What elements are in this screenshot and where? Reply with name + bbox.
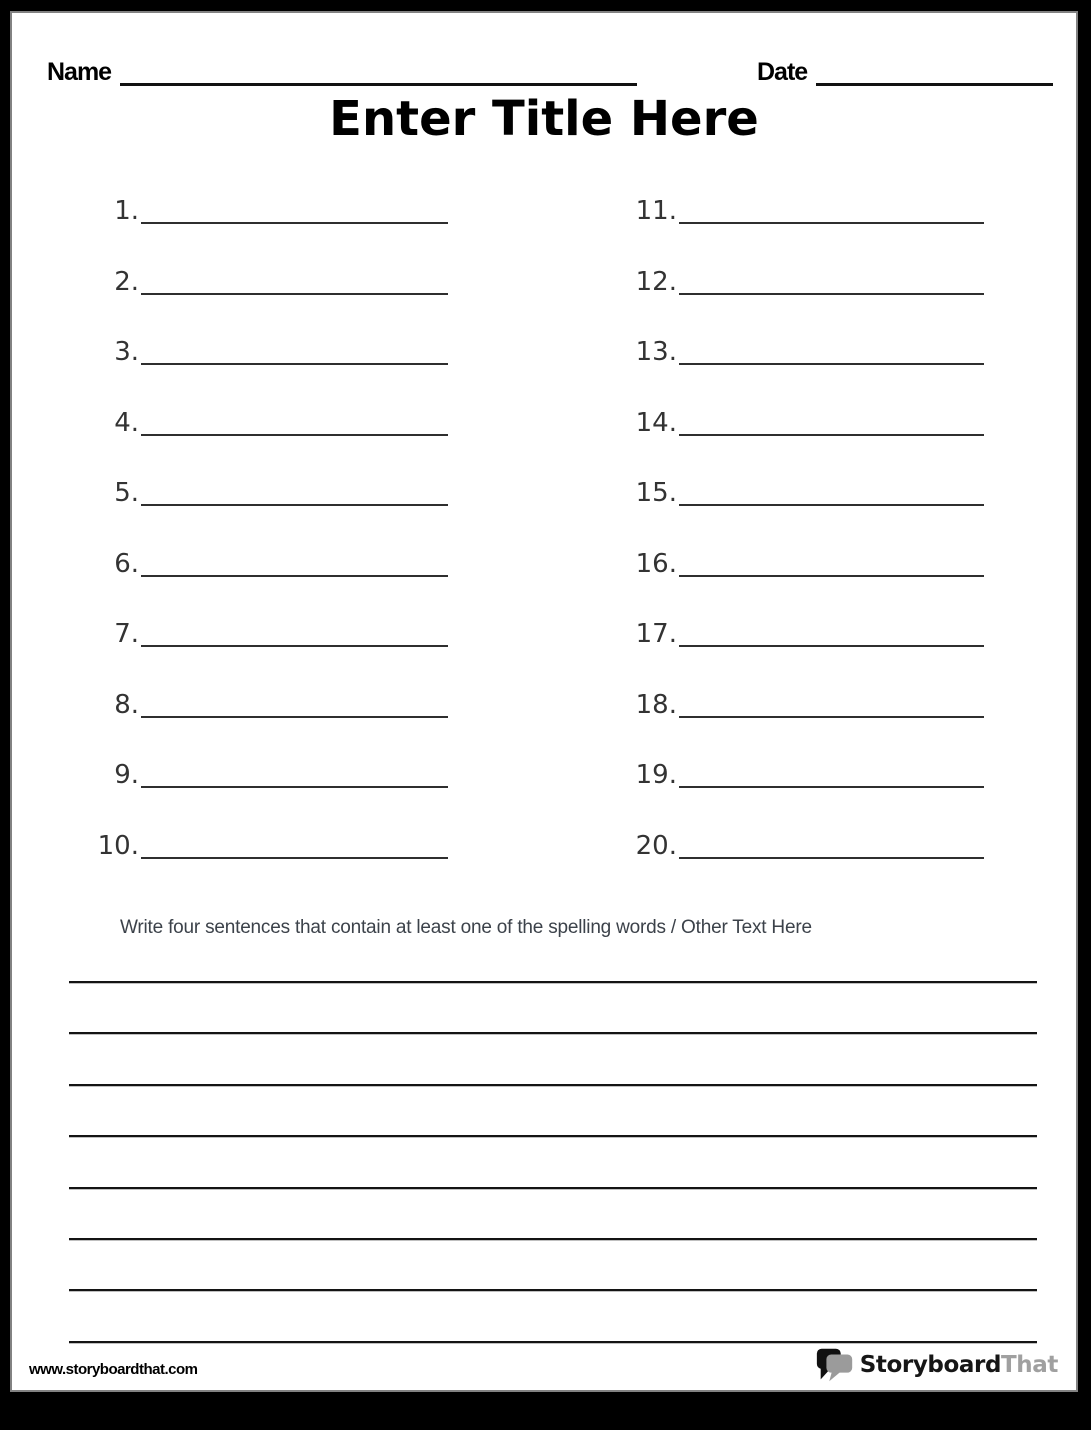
spelling-list-left-column [62,196,448,859]
item-number: 4. [114,407,139,438]
spelling-word-item [597,408,984,436]
spelling-word-item [597,337,984,365]
logo-text-primary: Storyboard [859,1351,1002,1378]
sentence-blank-line[interactable] [69,1086,1037,1137]
spelling-word-blank-line[interactable] [679,758,984,788]
item-number: 3. [114,337,139,367]
name-blank-line[interactable] [120,73,637,86]
spelling-word-blank-line[interactable] [679,476,984,506]
spelling-list-right-column [597,196,984,859]
item-number: 8. [114,689,139,720]
spelling-word-item [62,760,448,788]
instruction-text: Write four sentences that contain at least one of the spelling words / Other Text Here [120,917,812,938]
spelling-word-blank-line[interactable] [141,194,448,224]
spelling-word-blank-line[interactable] [141,476,448,506]
spelling-word-blank-line[interactable] [679,194,984,224]
spelling-word-item [62,267,448,295]
item-number: 9. [114,760,139,790]
name-field-row [47,59,637,86]
sentence-blank-line[interactable] [69,983,1037,1034]
spelling-word-blank-line[interactable] [141,758,448,788]
spelling-word-blank-line[interactable] [141,688,448,718]
spelling-word-item [62,337,448,365]
spelling-word-blank-line[interactable] [679,688,984,718]
spelling-word-item [62,549,448,577]
item-number: 20. [635,830,677,861]
item-number: 14. [635,407,677,438]
item-number: 16. [635,548,677,579]
spelling-word-blank-line[interactable] [679,617,984,647]
item-number: 15. [635,478,677,508]
spelling-word-item [62,196,448,224]
spelling-word-item [597,619,984,647]
spelling-word-item [62,408,448,436]
sentence-blank-line[interactable] [69,1291,1037,1342]
spelling-word-blank-line[interactable] [141,829,448,859]
spelling-word-blank-line[interactable] [141,265,448,295]
date-label: Date [757,58,808,86]
sentence-blank-line[interactable] [69,932,1037,983]
item-number: 17. [635,619,677,649]
item-number: 11. [635,196,677,226]
spelling-word-item [597,831,984,859]
spelling-word-item [597,690,984,718]
spelling-word-blank-line[interactable] [679,547,984,577]
date-field-row [757,59,1053,86]
sentence-blank-line[interactable] [69,1189,1037,1240]
item-number: 2. [114,266,139,297]
date-blank-line[interactable] [816,73,1053,86]
spelling-word-item [62,478,448,506]
page-title: Enter Title Here [329,91,759,147]
item-number: 19. [635,760,677,790]
sentence-blank-line[interactable] [69,1240,1037,1291]
worksheet-page [10,11,1078,1392]
item-number: 6. [114,548,139,579]
spelling-word-item [62,831,448,859]
spelling-word-item [597,478,984,506]
spelling-word-blank-line[interactable] [141,547,448,577]
spelling-word-item [62,619,448,647]
spelling-word-blank-line[interactable] [141,406,448,436]
spelling-word-item [597,549,984,577]
spelling-word-blank-line[interactable] [141,335,448,365]
spelling-word-item [597,267,984,295]
spelling-word-item [62,690,448,718]
spelling-word-blank-line[interactable] [679,335,984,365]
item-number: 13. [635,337,677,367]
sentence-blank-line[interactable] [69,1137,1037,1188]
item-number: 5. [114,478,139,508]
item-number: 7. [114,619,139,649]
name-label: Name [47,58,112,86]
spelling-word-blank-line[interactable] [679,406,984,436]
item-number: 1. [114,196,139,226]
sentence-blank-line[interactable] [69,1034,1037,1085]
logo-text-secondary: That [1001,1351,1058,1378]
spelling-word-blank-line[interactable] [679,265,984,295]
spelling-word-blank-line[interactable] [141,617,448,647]
speech-bubbles-icon [814,1345,856,1385]
item-number: 10. [97,830,139,861]
spelling-word-item [597,760,984,788]
item-number: 12. [635,266,677,297]
spelling-word-item [597,196,984,224]
item-number: 18. [635,689,677,720]
website-url: www.storyboardthat.com [29,1361,198,1378]
spelling-word-blank-line[interactable] [679,829,984,859]
sentence-writing-area [69,932,1037,1343]
storyboardthat-logo [814,1345,1058,1385]
